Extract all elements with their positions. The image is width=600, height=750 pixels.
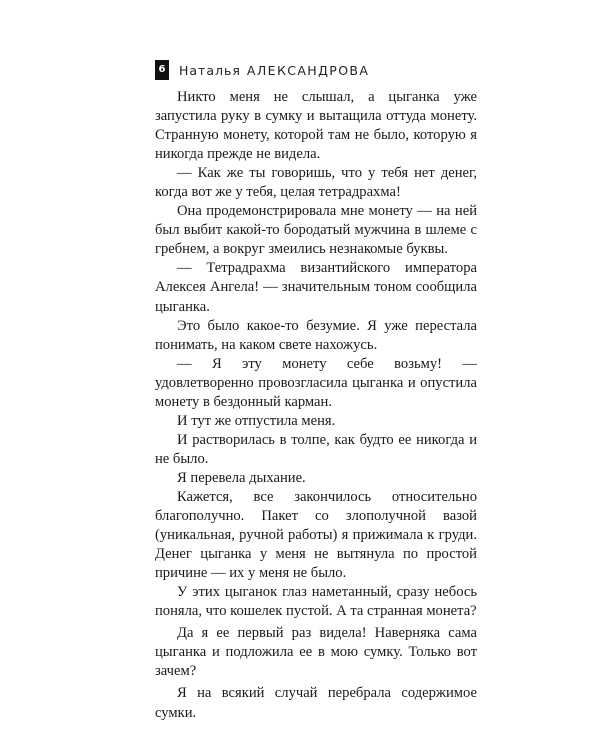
paragraph: Я перевела дыхание. [177,469,306,486]
paragraph: Она продемонстрировала мне монету — на ней был выбит какой-то бородатый мужчина в шлеме с гребнем, а вокруг змеились незнакомые буквы. [155,203,477,258]
author-first-name: Наталья [179,62,241,78]
paragraph: Я на всякий случай перебрала содержимое сумки. [155,685,477,721]
paragraph: У этих цыганок глаз наметанный, сразу небось поняла, что кошелек пустой. А та странная монета? [155,584,477,620]
paragraph: — Тетрадрахма византийского императора Алексея Ангела! — значительным тоном сообщила цыганка. [155,260,477,315]
author-last-name: АЛЕКСАНДРОВА [246,62,370,78]
paragraph: Да я ее первый раз видела! Наверняка сама цыганка и подложила ее в мою сумку. Только вот зачем? [155,625,477,680]
paragraph: Никто меня не слышал, а цыганка уже запустила руку в сумку и вытащила оттуда монету. Странную монету, которой там не было, которую я никогда прежде не видела. [155,89,477,163]
paragraph: Кажется, все закончилось относительно благополучно. Пакет со злополучной вазой (уникальная, ручной работы) я прижимала к груди. Денег цыганка у меня не вытянула по простой причине — их у меня не было. [155,488,477,582]
paragraph: И растворилась в толпе, как будто ее никогда и не было. [155,431,477,467]
paragraph: Это было какое-то безумие. Я уже перестала понимать, на каком свете нахожусь. [155,317,477,353]
paragraph: И тут же отпустила меня. [177,412,336,429]
body-text [155,88,477,723]
page-number: 6 [155,60,169,80]
running-header [155,60,369,80]
paragraph: — Как же ты говоришь, что у тебя нет денег, когда вот же у тебя, целая тетрадрахма! [155,165,477,201]
paragraph: — Я эту монету себе возьму! — удовлетворенно провозгласила цыганка и опустила монету в бездонный карман. [155,355,477,410]
